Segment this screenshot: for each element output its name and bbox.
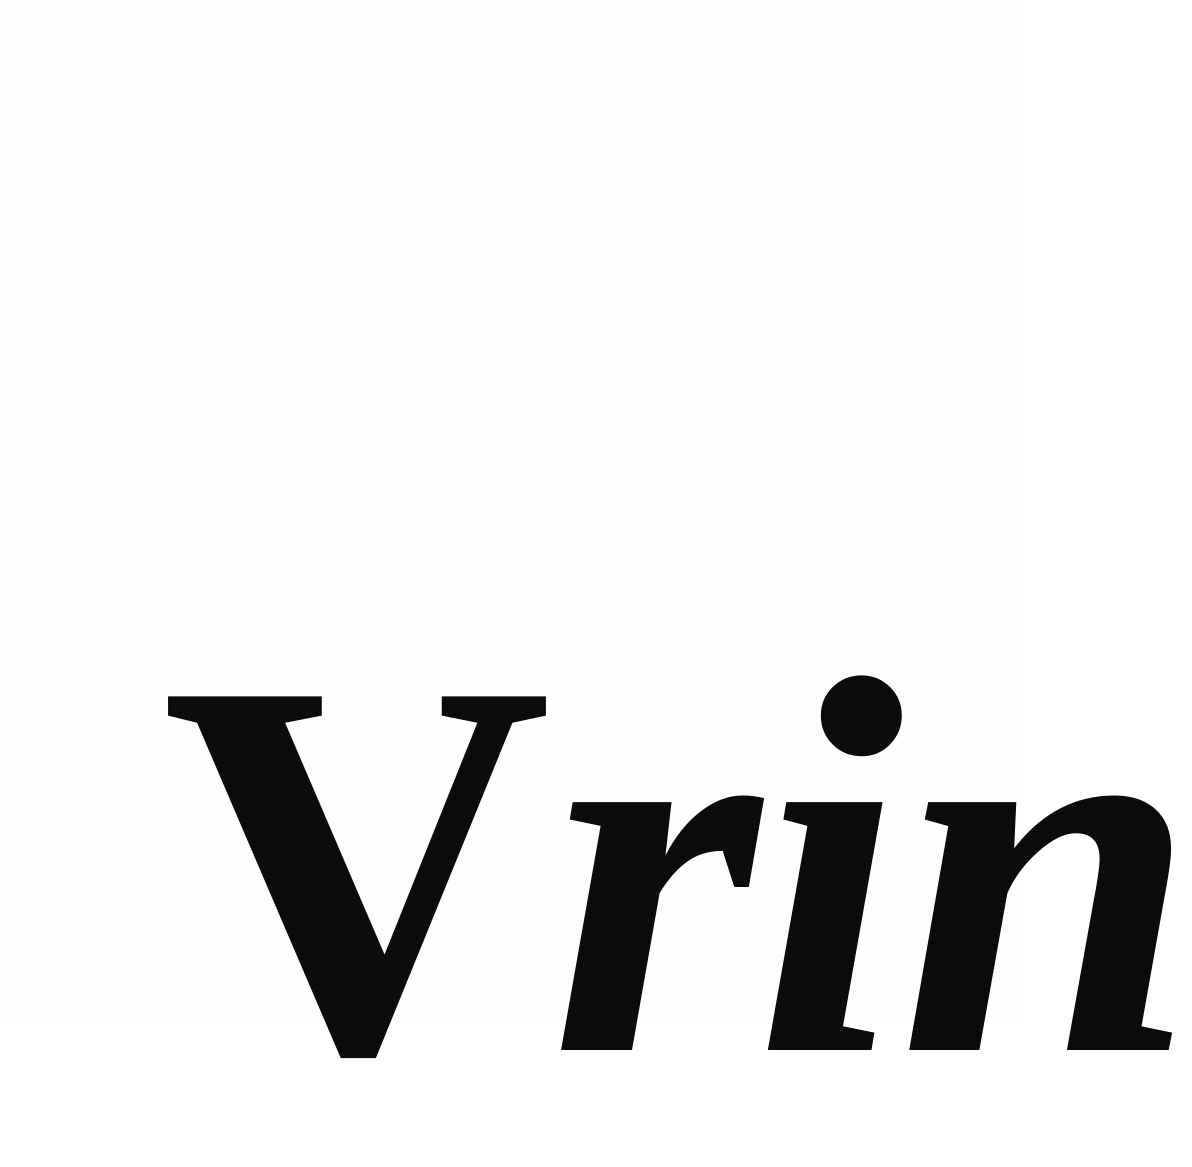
upright-capital-letter: V (162, 569, 546, 1167)
italic-letters: rin (549, 569, 1192, 1167)
word-fragment (162, 569, 1192, 1167)
